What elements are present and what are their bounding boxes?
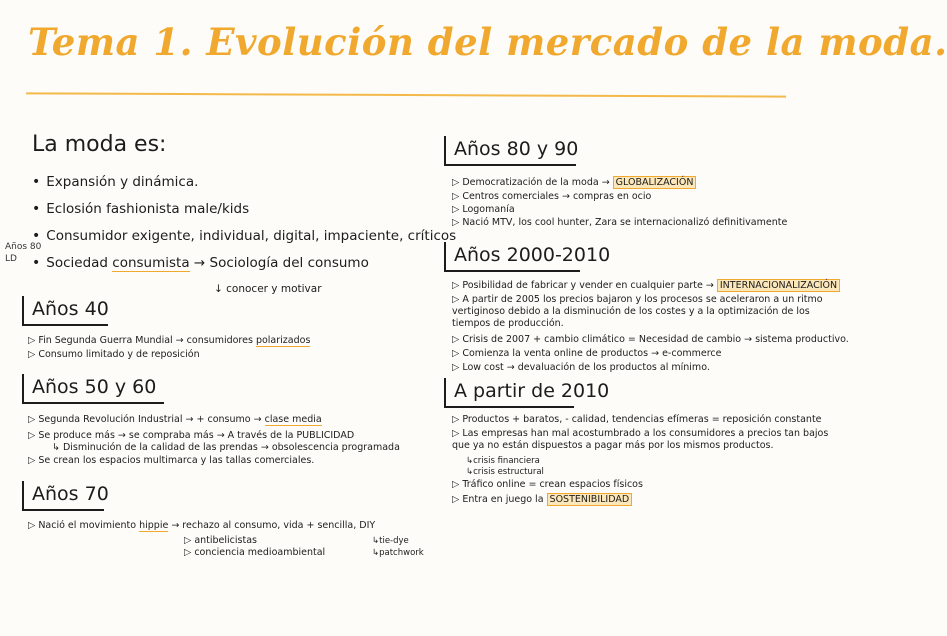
bullet-dot-icon: • (32, 228, 41, 244)
section-heading-70: Años 70 (22, 481, 104, 511)
list-item: ▷ Nació el movimiento hippie → rechazo al consumo, vida + sencilla, DIY (28, 520, 376, 531)
page-title: Tema 1. Evolución del mercado de la moda. (28, 20, 947, 64)
list-item: ▷ A partir de 2005 los precios bajaron y los procesos se aceleraron a un ritmo vertiginoso debido a la disminución de los costes y a la optimización de los tiempos de producción. (452, 294, 823, 329)
list-item: ▷ Nació MTV, los cool hunter, Zara se internacionalizó definitivamente (452, 217, 788, 228)
list-item: ▷ antibelicistas (184, 535, 257, 546)
list-item: ▷ conciencia medioambiental (184, 547, 326, 558)
list-item: ▷ Centros comerciales → compras en ocio (452, 191, 652, 202)
list-item: ▷ Posibilidad de fabricar y vender en cualquier parte → INTERNACIONALIZACIÓN (452, 280, 840, 292)
list-item: ▷ Logomanía (452, 204, 515, 215)
arrow-icon: ▷ (452, 204, 460, 215)
arrow-icon: ▷ (184, 535, 192, 546)
bullet-dot-icon: • (32, 174, 41, 190)
list-item: ▷ Consumo limitado y de reposición (28, 349, 200, 360)
list-item: ↳ Disminución de la calidad de las prendas → obsolescencia programada (52, 442, 400, 453)
arrow-icon: ▷ (184, 547, 192, 558)
arrow-icon: ▷ (452, 217, 460, 228)
arrow-icon: ↳ (372, 536, 380, 546)
list-item: ▷ Entra en juego la SOSTENIBILIDAD (452, 494, 632, 506)
arrow-icon: ▷ (452, 414, 460, 425)
section-heading-40: Años 40 (22, 296, 108, 326)
bullet-dot-icon: • (32, 201, 41, 217)
arrow-icon: ▷ (28, 430, 36, 441)
section-heading-2010: A partir de 2010 (444, 378, 574, 408)
list-item: ▷ Tráfico online = crean espacios físicos (452, 479, 643, 490)
arrow-icon: ▷ (452, 334, 460, 345)
list-item: ▷ Productos + baratos, - calidad, tendencias efímeras = reposición constante (452, 414, 822, 425)
arrow-icon: ▷ (28, 520, 36, 531)
margin-arrow: LD (5, 254, 17, 264)
side-note: ↳patchwork (372, 548, 424, 558)
arrow-icon: ▷ (452, 191, 460, 202)
list-item: ▷ Democratización de la moda → GLOBALIZACIÓN (452, 177, 696, 189)
list-item: ▷ Fin Segunda Guerra Mundial → consumidores polarizados (28, 335, 311, 346)
list-item: ↳crisis estructural (466, 467, 544, 477)
margin-note: Años 80 (5, 242, 42, 252)
section-heading-50-60: Años 50 y 60 (22, 374, 164, 404)
arrow-icon: ▷ (452, 362, 460, 373)
list-item: ▷ Low cost → devaluación de los productos al mínimo. (452, 362, 710, 373)
arrow-icon: ↳ (372, 548, 380, 558)
list-item: ▷ Las empresas han mal acostumbrado a los consumidores a precios tan bajos que ya no están dispuestos a pagar más por los mismos productos. (452, 428, 829, 451)
section-heading-2000-2010: Años 2000-2010 (444, 242, 580, 272)
intro-heading: La moda es: (32, 132, 167, 157)
arrow-icon: ▷ (28, 414, 36, 425)
intro-bullet: • Eclosión fashionista male/kids (32, 201, 250, 217)
intro-bullet-society: • Sociedad consumista → Sociología del consumo (32, 255, 369, 271)
list-item: ▷ Se crean los espacios multimarca y las tallas comerciales. (28, 455, 315, 466)
intro-bullet: • Consumidor exigente, individual, digital, impaciente, críticos (32, 228, 457, 244)
arrow-icon: ▷ (452, 428, 460, 439)
arrow-icon: ▷ (452, 177, 460, 188)
arrow-icon: ▷ (452, 348, 460, 359)
title-underline (26, 92, 786, 97)
bullet-dot-icon: • (32, 255, 41, 271)
arrow-icon: ↳ (52, 442, 60, 453)
highlight-badge: INTERNACIONALIZACIÓN (717, 279, 840, 292)
list-item: ▷ Crisis de 2007 + cambio climático = Necesidad de cambio → sistema productivo. (452, 334, 849, 345)
list-item: ▷ Comienza la venta online de productos → e-commerce (452, 348, 722, 359)
intro-subnote: ↓ conocer y motivar (214, 283, 322, 295)
highlight-badge: GLOBALIZACIÓN (613, 176, 697, 189)
list-item: ▷ Segunda Revolución Industrial → + consumo → clase media (28, 414, 322, 425)
intro-bullet: • Expansión y dinámica. (32, 174, 199, 190)
arrow-icon: ▷ (452, 294, 460, 305)
highlight-badge: SOSTENIBILIDAD (547, 493, 633, 506)
arrow-icon: ▷ (452, 479, 460, 490)
list-item: ↳crisis financiera (466, 456, 540, 466)
arrow-icon: ▷ (28, 349, 36, 360)
arrow-icon: ▷ (28, 335, 36, 346)
section-heading-80-90: Años 80 y 90 (444, 136, 576, 166)
arrow-icon: ▷ (452, 494, 460, 505)
arrow-icon: ▷ (452, 280, 460, 291)
side-note: ↳tie-dye (372, 536, 409, 546)
list-item: ▷ Se produce más → se compraba más → A través de la PUBLICIDAD (28, 430, 355, 441)
arrow-icon: ▷ (28, 455, 36, 466)
arrow-icon: ↳ (466, 456, 474, 466)
arrow-icon: ↳ (466, 467, 474, 477)
